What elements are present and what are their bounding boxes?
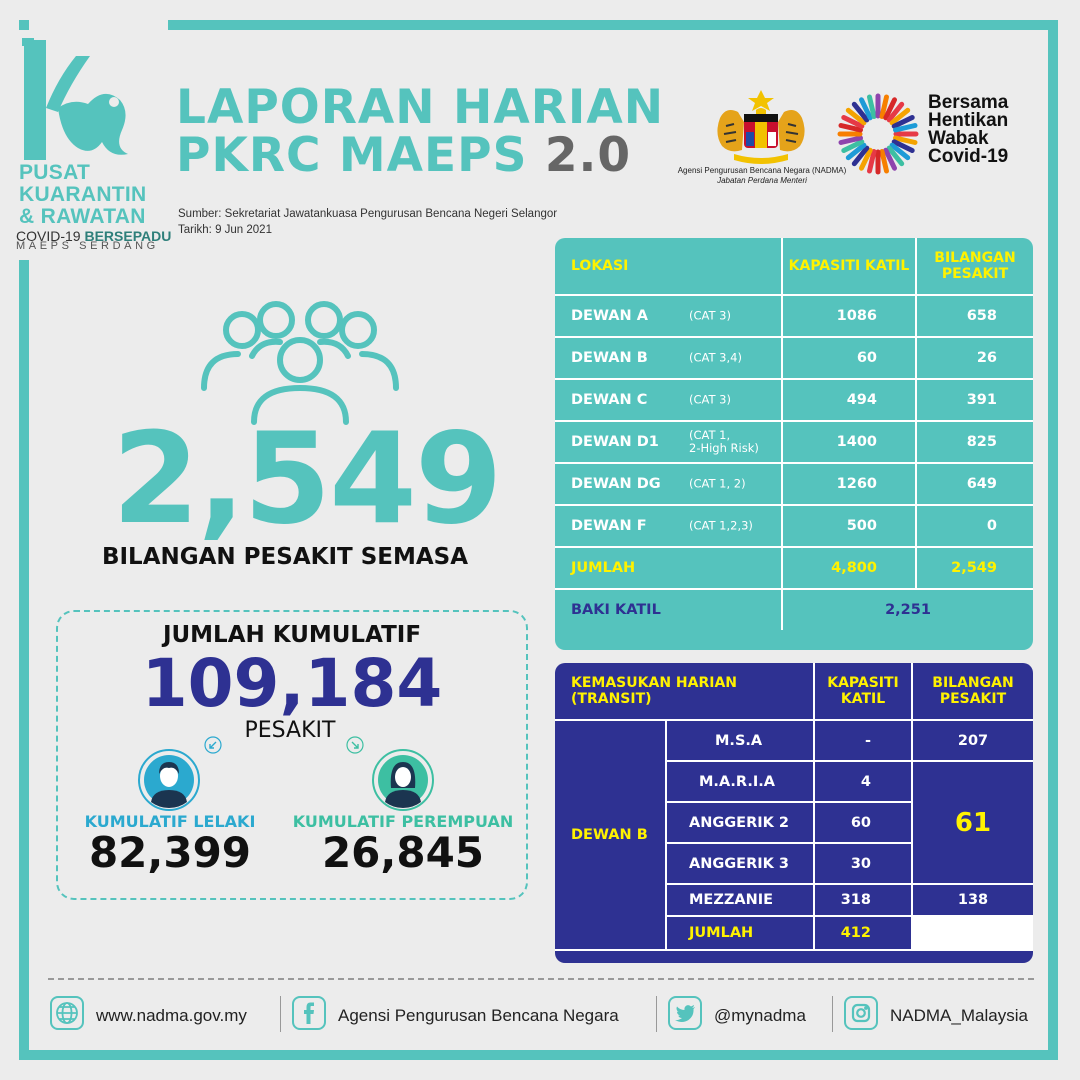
source-text: Sumber: Sekretariat Jawatankuasa Pengurusan Bencana Negeri Selangor <box>178 208 558 220</box>
table-row <box>555 295 1033 337</box>
location-name: DEWAN F <box>571 518 647 534</box>
capacity-cell: 60 <box>782 337 916 379</box>
logo-line-2: KUARANTIN <box>19 183 147 206</box>
logo-wordmark <box>19 162 147 228</box>
female-cumulative-value: 26,845 <box>321 828 485 877</box>
capacity-cell: 1086 <box>782 295 916 337</box>
total-capacity: 4,800 <box>782 547 916 589</box>
current-patients-label: BILANGAN PESAKIT SEMASA <box>101 544 469 570</box>
location-category: (CAT 1, 2) <box>689 476 746 491</box>
capacity-cell: 1260 <box>782 463 916 505</box>
location-cell <box>555 295 782 337</box>
male-cumulative-value: 82,399 <box>88 828 252 877</box>
logo-line-1: PUSAT <box>19 161 91 184</box>
twitter-icon <box>668 996 702 1030</box>
location-category-line-2: 2-High Risk) <box>689 441 759 455</box>
total-label: JUMLAH <box>666 916 814 950</box>
location-category <box>689 429 759 455</box>
patients-cell: 0 <box>916 505 1033 547</box>
total-row <box>555 547 1033 589</box>
patients-cell: 649 <box>916 463 1033 505</box>
ward-name: M.A.R.I.A <box>666 761 814 802</box>
capacity-cell: - <box>814 720 912 761</box>
arrow-down-left-icon <box>204 736 222 754</box>
total-label: JUMLAH <box>555 547 782 589</box>
location-name: DEWAN B <box>571 350 648 366</box>
location-category: (CAT 3) <box>689 308 731 323</box>
location-name: DEWAN D1 <box>571 434 659 450</box>
col-header-kapasiti <box>814 663 912 720</box>
table-header-row <box>555 238 1033 295</box>
col-header-kapasiti: KAPASITI KATIL <box>782 238 916 295</box>
facebook-icon <box>292 996 326 1030</box>
location-table-panel <box>555 238 1033 650</box>
nadma-line-1: Agensi Pengurusan Bencana Negara (NADMA) <box>677 166 847 175</box>
patients-cell: 825 <box>916 421 1033 463</box>
ward-name: MEZZANIE <box>666 884 814 916</box>
campaign-line-3: Wabak <box>928 128 989 149</box>
location-table <box>555 238 1033 630</box>
footer-separator <box>280 996 281 1032</box>
location-cell <box>555 337 782 379</box>
col-header-kemasukan <box>555 663 814 720</box>
female-cumulative-label: KUMULATIF PEREMPUAN <box>292 812 514 831</box>
ward-name: M.S.A <box>666 720 814 761</box>
logo-sub-bold: BERSEPADU <box>84 228 172 244</box>
location-cell <box>555 463 782 505</box>
page-title-line-1: LAPORAN HARIAN <box>176 80 665 135</box>
patients-cell: 658 <box>916 295 1033 337</box>
facebook-link[interactable]: Agensi Pengurusan Bencana Negara <box>338 1006 619 1025</box>
location-cell <box>555 505 782 547</box>
female-avatar-icon <box>371 748 435 812</box>
nadma-line-2: Jabatan Perdana Menteri <box>717 176 807 185</box>
location-category-line-1: (CAT 1, <box>689 428 731 442</box>
pkrc-k-logo-icon <box>18 38 138 166</box>
col-header-lokasi: LOKASI <box>555 238 782 295</box>
logo-location: MAEPS SERDANG <box>16 240 159 252</box>
location-name: DEWAN C <box>571 392 648 408</box>
col-header-kapasiti-line-2: KATIL <box>840 691 886 707</box>
title-main: PKRC MAEPS <box>176 128 545 183</box>
col-header-bilangan <box>912 663 1033 720</box>
patients-cell: 138 <box>912 884 1033 916</box>
remaining-beds-row <box>555 589 1033 630</box>
col-header-kemasukan-line-1: KEMASUKAN HARIAN <box>571 675 737 691</box>
source-info <box>178 206 557 238</box>
table-row <box>555 337 1033 379</box>
col-header-bilangan-line-2: PESAKIT <box>939 691 1007 707</box>
transit-table-panel <box>555 663 1033 963</box>
logo-sub-plain: COVID-19 <box>16 228 85 244</box>
covid-campaign-logo-icon <box>836 92 920 176</box>
report-date: Tarikh: 9 Jun 2021 <box>178 224 272 236</box>
footer-divider <box>48 978 1034 980</box>
location-category: (CAT 1,2,3) <box>689 518 753 533</box>
table-row <box>555 379 1033 421</box>
location-category: (CAT 3,4) <box>689 350 742 365</box>
location-cell <box>555 421 782 463</box>
website-link[interactable]: www.nadma.gov.my <box>96 1006 247 1025</box>
location-name: DEWAN A <box>571 308 648 324</box>
capacity-cell: 4 <box>814 761 912 802</box>
cumulative-title: JUMLAH KUMULATIF <box>162 622 422 648</box>
cumulative-unit: PESAKIT <box>244 718 336 743</box>
capacity-cell: 60 <box>814 802 912 843</box>
twitter-link[interactable]: @mynadma <box>714 1006 806 1025</box>
capacity-cell: 30 <box>814 843 912 884</box>
location-cell <box>555 379 782 421</box>
globe-icon <box>50 996 84 1030</box>
capacity-cell: 318 <box>814 884 912 916</box>
dewan-b-label: DEWAN B <box>555 720 666 950</box>
transit-table <box>555 663 1033 951</box>
footer-separator <box>656 996 657 1032</box>
frame-top-border <box>168 20 1058 30</box>
col-header-kemasukan-line-2: (TRANSIT) <box>571 691 652 707</box>
footer-separator <box>832 996 833 1032</box>
capacity-cell: 494 <box>782 379 916 421</box>
merged-patients-cell: 61 <box>912 761 1033 884</box>
title-version: 2.0 <box>544 128 632 183</box>
page-title-line-2 <box>176 128 631 183</box>
table-row <box>555 421 1033 463</box>
patients-cell: 391 <box>916 379 1033 421</box>
remaining-beds-label: BAKI KATIL <box>555 589 782 630</box>
instagram-icon <box>844 996 878 1030</box>
total-capacity: 412 <box>814 916 912 950</box>
instagram-link[interactable]: NADMA_Malaysia <box>890 1006 1028 1025</box>
remaining-beds-value: 2,251 <box>782 589 1033 630</box>
ward-name: ANGGERIK 3 <box>666 843 814 884</box>
patients-cell: 26 <box>916 337 1033 379</box>
patients-cell: 207 <box>912 720 1033 761</box>
ward-name: ANGGERIK 2 <box>666 802 814 843</box>
blank-cell <box>912 916 1033 950</box>
campaign-line-4: Covid-19 <box>928 146 1009 167</box>
male-avatar-icon <box>137 748 201 812</box>
campaign-line-2: Hentikan <box>928 110 1009 131</box>
campaign-line-1: Bersama <box>928 92 1009 113</box>
male-cumulative-label: KUMULATIF LELAKI <box>84 812 256 831</box>
malaysia-coat-of-arms-icon <box>706 88 816 168</box>
table-row <box>555 505 1033 547</box>
capacity-cell: 1400 <box>782 421 916 463</box>
nadma-caption <box>672 166 852 186</box>
capacity-cell: 500 <box>782 505 916 547</box>
campaign-text <box>928 94 1008 166</box>
col-header-kapasiti-line-1: KAPASITI <box>827 675 899 691</box>
arrow-down-right-icon <box>346 736 364 754</box>
location-category: (CAT 3) <box>689 392 731 407</box>
location-name: DEWAN DG <box>571 476 661 492</box>
cumulative-value: 109,184 <box>141 645 443 722</box>
logo-line-3: & RAWATAN <box>19 205 146 228</box>
table-row <box>555 720 1033 761</box>
table-header-row <box>555 663 1033 720</box>
total-patients: 2,549 <box>916 547 1033 589</box>
table-row <box>555 463 1033 505</box>
current-patients-value: 2,549 <box>112 405 501 552</box>
col-header-bilangan: BILANGAN PESAKIT <box>916 238 1033 295</box>
col-header-bilangan-line-1: BILANGAN <box>932 675 1014 691</box>
